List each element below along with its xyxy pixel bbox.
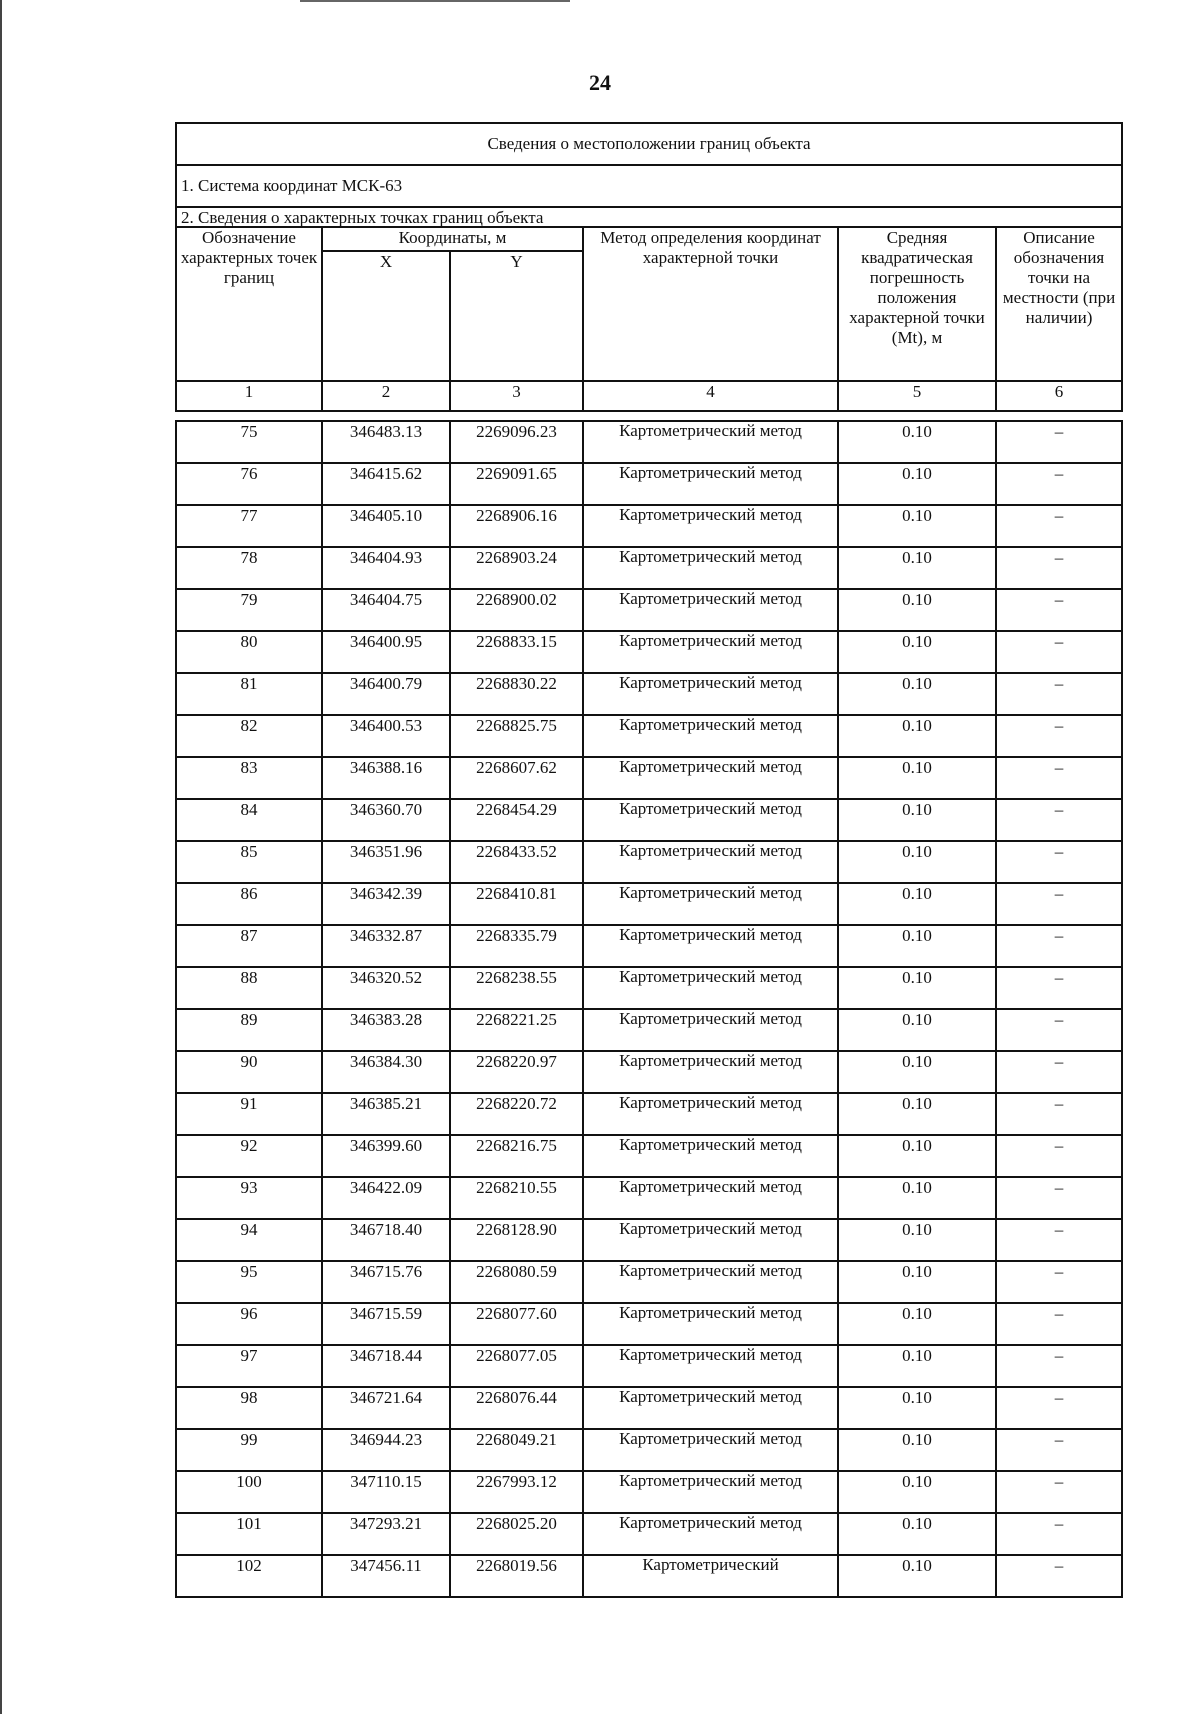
method: Картометрический метод	[583, 757, 838, 799]
method: Картометрический метод	[583, 715, 838, 757]
coord-y: 2268025.20	[450, 1513, 583, 1555]
table-row	[176, 1513, 1122, 1555]
table-row	[176, 715, 1122, 757]
point-number: 80	[176, 631, 322, 673]
column-number: 3	[450, 381, 583, 411]
table-row	[176, 421, 1122, 463]
coord-x: 346718.40	[322, 1219, 450, 1261]
description: –	[996, 1051, 1122, 1093]
mean-error: 0.10	[838, 421, 996, 463]
coord-x: 346385.21	[322, 1093, 450, 1135]
point-number: 75	[176, 421, 322, 463]
coord-x: 346715.76	[322, 1261, 450, 1303]
coord-y: 2268238.55	[450, 967, 583, 1009]
coord-x: 346944.23	[322, 1429, 450, 1471]
coord-y: 2268019.56	[450, 1555, 583, 1597]
table-row	[176, 1387, 1122, 1429]
mean-error: 0.10	[838, 1093, 996, 1135]
description: –	[996, 799, 1122, 841]
description: –	[996, 673, 1122, 715]
method: Картометрический метод	[583, 799, 838, 841]
coord-x: 346404.75	[322, 589, 450, 631]
point-number: 83	[176, 757, 322, 799]
coord-x: 346400.79	[322, 673, 450, 715]
description: –	[996, 1555, 1122, 1597]
description: –	[996, 1513, 1122, 1555]
coord-y: 2268903.24	[450, 547, 583, 589]
coordinate-system: 1. Система координат МСК-63	[176, 165, 1122, 207]
description: –	[996, 715, 1122, 757]
coord-x: 346721.64	[322, 1387, 450, 1429]
coord-x: 347110.15	[322, 1471, 450, 1513]
mean-error: 0.10	[838, 715, 996, 757]
description: –	[996, 1303, 1122, 1345]
table-row	[176, 1303, 1122, 1345]
method: Картометрический метод	[583, 1513, 838, 1555]
table-row	[176, 1093, 1122, 1135]
table-row	[176, 925, 1122, 967]
coord-y: 2268335.79	[450, 925, 583, 967]
boundary-points-table	[175, 122, 1123, 1598]
table-row	[176, 799, 1122, 841]
mean-error: 0.10	[838, 1429, 996, 1471]
method: Картометрический метод	[583, 421, 838, 463]
mean-error: 0.10	[838, 883, 996, 925]
mean-error: 0.10	[838, 967, 996, 1009]
point-number: 87	[176, 925, 322, 967]
coord-x: 346332.87	[322, 925, 450, 967]
coord-x: 346422.09	[322, 1177, 450, 1219]
coord-x: 346715.59	[322, 1303, 450, 1345]
method: Картометрический метод	[583, 1387, 838, 1429]
table-row	[176, 1009, 1122, 1051]
table-row	[176, 631, 1122, 673]
mean-error: 0.10	[838, 1303, 996, 1345]
table-row	[176, 757, 1122, 799]
point-number: 81	[176, 673, 322, 715]
coord-y: 2268220.97	[450, 1051, 583, 1093]
coord-x: 346483.13	[322, 421, 450, 463]
coord-y: 2268049.21	[450, 1429, 583, 1471]
coord-x: 346718.44	[322, 1345, 450, 1387]
table-row	[176, 1555, 1122, 1597]
coord-y: 2269091.65	[450, 463, 583, 505]
table-row	[176, 841, 1122, 883]
mean-error: 0.10	[838, 589, 996, 631]
method: Картометрический метод	[583, 1135, 838, 1177]
column-number: 6	[996, 381, 1122, 411]
table-row	[176, 547, 1122, 589]
method: Картометрический метод	[583, 631, 838, 673]
coord-y: 2268220.72	[450, 1093, 583, 1135]
table-row	[176, 589, 1122, 631]
coord-x: 346320.52	[322, 967, 450, 1009]
table-row	[176, 1471, 1122, 1513]
method: Картометрический метод	[583, 673, 838, 715]
scan-edge	[0, 0, 2, 1714]
coord-y: 2268210.55	[450, 1177, 583, 1219]
header-method: Метод определения координат характерной точки	[583, 227, 838, 381]
header-point-designation: Обозначение характерных точек границ	[176, 227, 322, 381]
table-row	[176, 1429, 1122, 1471]
coord-y: 2267993.12	[450, 1471, 583, 1513]
point-number: 102	[176, 1555, 322, 1597]
coord-y: 2268410.81	[450, 883, 583, 925]
table-row	[176, 1051, 1122, 1093]
column-number: 2	[322, 381, 450, 411]
description: –	[996, 1219, 1122, 1261]
mean-error: 0.10	[838, 1261, 996, 1303]
table-row	[176, 967, 1122, 1009]
method: Картометрический метод	[583, 1051, 838, 1093]
coord-y: 2269096.23	[450, 421, 583, 463]
mean-error: 0.10	[838, 673, 996, 715]
coord-x: 346360.70	[322, 799, 450, 841]
method: Картометрический метод	[583, 1429, 838, 1471]
method: Картометрический метод	[583, 505, 838, 547]
description: –	[996, 547, 1122, 589]
method: Картометрический метод	[583, 463, 838, 505]
table-row	[176, 1177, 1122, 1219]
method: Картометрический метод	[583, 1009, 838, 1051]
description: –	[996, 631, 1122, 673]
mean-error: 0.10	[838, 1135, 996, 1177]
description: –	[996, 1471, 1122, 1513]
coord-x: 347456.11	[322, 1555, 450, 1597]
coord-y: 2268906.16	[450, 505, 583, 547]
point-number: 100	[176, 1471, 322, 1513]
mean-error: 0.10	[838, 463, 996, 505]
mean-error: 0.10	[838, 925, 996, 967]
point-number: 94	[176, 1219, 322, 1261]
mean-error: 0.10	[838, 1387, 996, 1429]
table-row	[176, 883, 1122, 925]
point-number: 84	[176, 799, 322, 841]
column-numbers-row	[176, 381, 1122, 411]
method: Картометрический метод	[583, 547, 838, 589]
point-number: 97	[176, 1345, 322, 1387]
coord-x: 346400.95	[322, 631, 450, 673]
mean-error: 0.10	[838, 1471, 996, 1513]
description: –	[996, 1345, 1122, 1387]
table-row	[176, 1345, 1122, 1387]
table-row	[176, 463, 1122, 505]
header-coordinates: Координаты, м	[322, 227, 583, 251]
mean-error: 0.10	[838, 1555, 996, 1597]
method: Картометрический метод	[583, 883, 838, 925]
point-number: 88	[176, 967, 322, 1009]
point-number: 90	[176, 1051, 322, 1093]
table-row	[176, 1135, 1122, 1177]
mean-error: 0.10	[838, 505, 996, 547]
header-y: Y	[450, 251, 583, 381]
coord-x: 346399.60	[322, 1135, 450, 1177]
coord-y: 2268221.25	[450, 1009, 583, 1051]
description: –	[996, 505, 1122, 547]
coord-y: 2268216.75	[450, 1135, 583, 1177]
column-number: 5	[838, 381, 996, 411]
table-row	[176, 505, 1122, 547]
description: –	[996, 757, 1122, 799]
column-number: 1	[176, 381, 322, 411]
point-number: 101	[176, 1513, 322, 1555]
point-number: 93	[176, 1177, 322, 1219]
coord-y: 2268833.15	[450, 631, 583, 673]
description: –	[996, 421, 1122, 463]
point-number: 76	[176, 463, 322, 505]
coord-x: 346415.62	[322, 463, 450, 505]
coord-y: 2268454.29	[450, 799, 583, 841]
header-description: Описание обозначения точки на местности (при наличии)	[996, 227, 1122, 381]
coord-y: 2268900.02	[450, 589, 583, 631]
mean-error: 0.10	[838, 1009, 996, 1051]
coord-x: 346342.39	[322, 883, 450, 925]
method: Картометрический метод	[583, 1471, 838, 1513]
mean-error: 0.10	[838, 841, 996, 883]
coord-y: 2268607.62	[450, 757, 583, 799]
mean-error: 0.10	[838, 1219, 996, 1261]
header-error: Средняя квадратическая погрешность положения характерной точки (Mt), м	[838, 227, 996, 381]
point-number: 79	[176, 589, 322, 631]
description: –	[996, 1093, 1122, 1135]
description: –	[996, 589, 1122, 631]
column-number: 4	[583, 381, 838, 411]
coord-y: 2268076.44	[450, 1387, 583, 1429]
coord-x: 346388.16	[322, 757, 450, 799]
method: Картометрический метод	[583, 967, 838, 1009]
description: –	[996, 463, 1122, 505]
method: Картометрический метод	[583, 589, 838, 631]
point-number: 96	[176, 1303, 322, 1345]
mean-error: 0.10	[838, 1513, 996, 1555]
scan-top-mark	[300, 0, 570, 2]
point-number: 92	[176, 1135, 322, 1177]
coord-x: 346384.30	[322, 1051, 450, 1093]
point-number: 77	[176, 505, 322, 547]
method: Картометрический метод	[583, 1177, 838, 1219]
mean-error: 0.10	[838, 631, 996, 673]
description: –	[996, 967, 1122, 1009]
mean-error: 0.10	[838, 757, 996, 799]
method: Картометрический метод	[583, 1303, 838, 1345]
mean-error: 0.10	[838, 1345, 996, 1387]
coord-x: 346351.96	[322, 841, 450, 883]
point-number: 78	[176, 547, 322, 589]
method: Картометрический метод	[583, 1219, 838, 1261]
mean-error: 0.10	[838, 1177, 996, 1219]
point-number: 98	[176, 1387, 322, 1429]
coord-y: 2268080.59	[450, 1261, 583, 1303]
point-number: 89	[176, 1009, 322, 1051]
description: –	[996, 1135, 1122, 1177]
point-number: 95	[176, 1261, 322, 1303]
description: –	[996, 1429, 1122, 1471]
mean-error: 0.10	[838, 799, 996, 841]
method: Картометрический метод	[583, 1261, 838, 1303]
coord-x: 346405.10	[322, 505, 450, 547]
description: –	[996, 925, 1122, 967]
page-number: 24	[589, 70, 611, 95]
section-title: 2. Сведения о характерных точках границ объекта	[176, 207, 1122, 227]
table-gap	[176, 411, 1122, 421]
method: Картометрический метод	[583, 925, 838, 967]
coord-y: 2268128.90	[450, 1219, 583, 1261]
method: Картометрический	[583, 1555, 838, 1597]
coord-y: 2268830.22	[450, 673, 583, 715]
point-number: 86	[176, 883, 322, 925]
coord-y: 2268077.05	[450, 1345, 583, 1387]
table-title: Сведения о местоположении границ объекта	[176, 123, 1122, 165]
header-x: X	[322, 251, 450, 381]
mean-error: 0.10	[838, 1051, 996, 1093]
method: Картометрический метод	[583, 1093, 838, 1135]
description: –	[996, 1009, 1122, 1051]
method: Картометрический метод	[583, 841, 838, 883]
description: –	[996, 1177, 1122, 1219]
description: –	[996, 1261, 1122, 1303]
description: –	[996, 841, 1122, 883]
table-row	[176, 1219, 1122, 1261]
description: –	[996, 883, 1122, 925]
point-number: 99	[176, 1429, 322, 1471]
point-number: 82	[176, 715, 322, 757]
coord-y: 2268825.75	[450, 715, 583, 757]
coord-x: 346404.93	[322, 547, 450, 589]
description: –	[996, 1387, 1122, 1429]
table-row	[176, 1261, 1122, 1303]
coord-x: 347293.21	[322, 1513, 450, 1555]
coord-x: 346383.28	[322, 1009, 450, 1051]
coord-y: 2268077.60	[450, 1303, 583, 1345]
point-number: 91	[176, 1093, 322, 1135]
method: Картометрический метод	[583, 1345, 838, 1387]
table-row	[176, 673, 1122, 715]
mean-error: 0.10	[838, 547, 996, 589]
coord-x: 346400.53	[322, 715, 450, 757]
point-number: 85	[176, 841, 322, 883]
coord-y: 2268433.52	[450, 841, 583, 883]
